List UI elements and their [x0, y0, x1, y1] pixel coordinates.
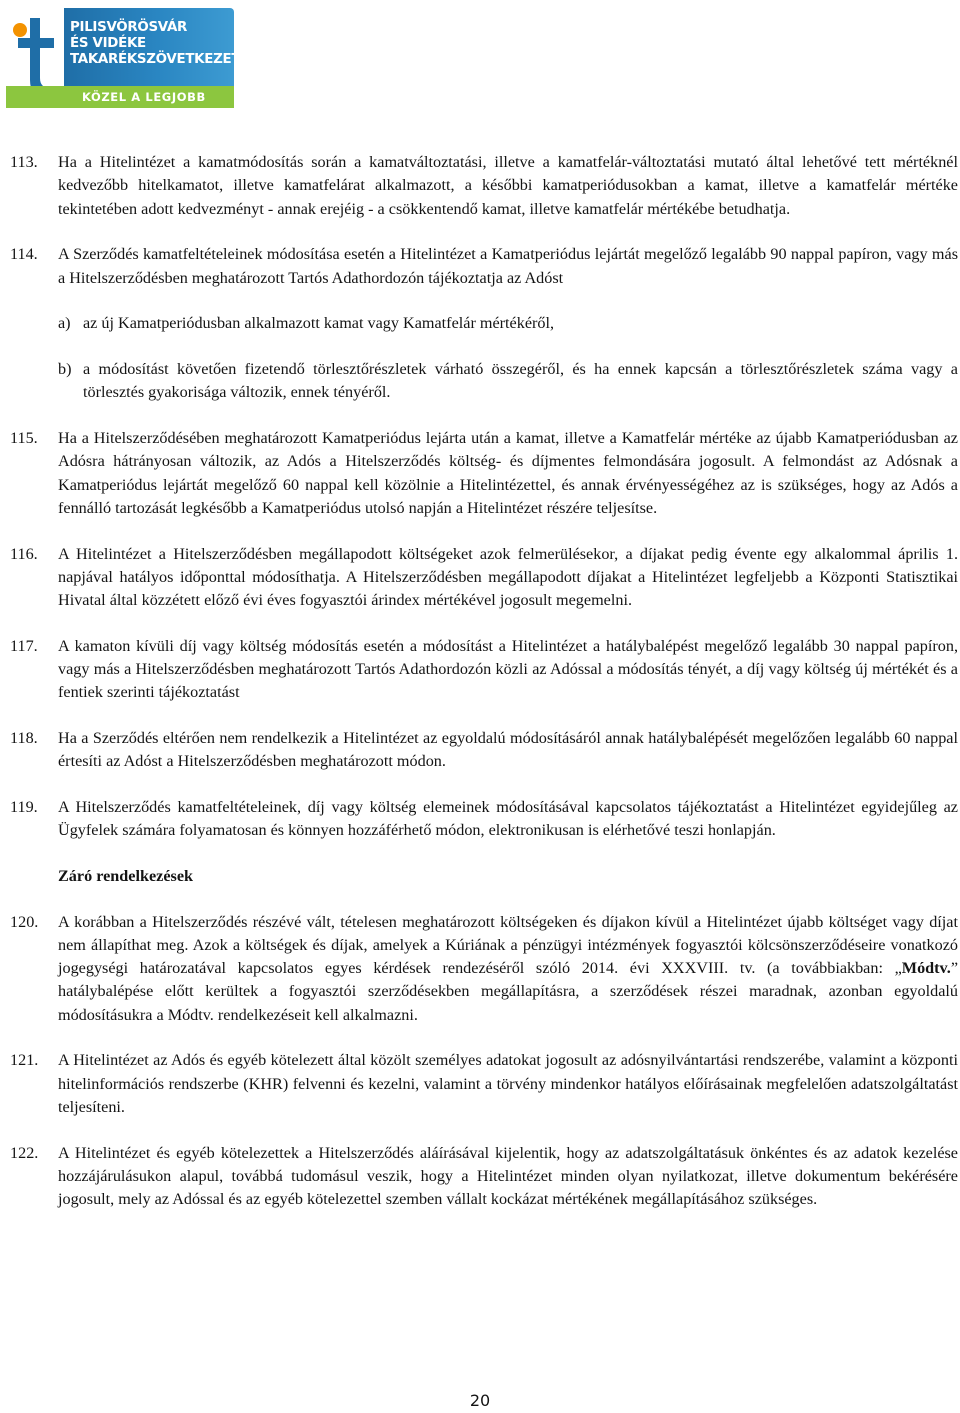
section-text: A Hitelintézet a Hitelszerződésben megállapodott költségeket azok felmerülésekor, a díjakat pedig évente egy alkalommal április 1. napjával hatályos időponttal módosíthatja. A Hitelszerződésben megállapodott díjakat a Hitelintézet legfeljebb a Központi Statisztikai Hivatal által közzétett előző évi éves fogyasztói árindex mértékével jogosult megemelni.	[58, 544, 958, 609]
section-text: Ha a Hitelszerződésében meghatározott Kamatperiódus lejárta után a kamat, illetve a Kamatfelár mértéke az újabb Kamatperiódusban az Adósra hátrányosan változik, az Adós a Hitelszerződés költség- és díjmentes felmondására jogosult. A felmondást az Adósnak a Kamatperiódus lejártát megelőző 60 nappal kell közölnie a Hitelintézettel, és annak érvényességéhez az is szükséges, hogy az Adós a fennálló tartozását legkésőbb a Kamatperiódus utolsó napján a Hitelintézet részére teljesítse.	[58, 429, 958, 517]
section-122	[10, 1142, 958, 1212]
section-text: Ha a Szerződés eltérően nem rendelkezik a Hitelintézet az egyoldalú módosításáról annak hatálybalépését megelőzően legalább 60 nappal értesíti az Adóst a Hitelszerződésben meghatározott módon.	[58, 729, 958, 771]
section-text-part: A korábban a Hitelszerződés részévé vált, tételesen meghatározott költségeken és díjakon kívül a Hitelintézet újabb költséget vagy díjat nem állapíthat meg. Azok a költségek és díjak, amelyek a Kúriának a pénzügyi intézmények fogyasztói kölcsönszerződéseire vonatkozó jogegységi határozatával kapcsolatos egyes kérdések rendezéséről szóló 2014. évi XXXVIII. tv. (a továbbiakban: „	[58, 912, 958, 978]
logo-t-mark-icon	[6, 8, 64, 108]
section-number: 118.	[10, 729, 38, 747]
section-text: A kamaton kívüli díj vagy költség módosítás esetén a módosítást a Hitelintézet a hatálybalépést megelőző legalább 30 nappal papíron, vagy más a Hitelszerződésben meghatározott Tartós Adathordozón közli az Adóssal a módosítás tényét, a díj vagy költség új mértékét és a fentiek szerinti tájékoztatást	[58, 636, 958, 702]
section-number: 114.	[10, 245, 38, 264]
section-120	[10, 911, 958, 1027]
section-113	[10, 151, 958, 221]
page-number: 20	[469, 1391, 491, 1410]
section-number: 113.	[10, 153, 38, 172]
logo-slogan: KÖZEL A LEGJOBB	[64, 86, 234, 108]
defined-term: Módtv.	[901, 959, 951, 978]
sub-item-text: a módosítást követően fizetendő törlesztőrészletek várható összegéről, és ha ennek kapcsán a törlesztőrészletek száma vagy a törlesztés gyakorisága változik, ennek tényéről.	[83, 360, 958, 402]
section-text: Ha a Hitelintézet a kamatmódosítás során a kamatváltoztatási, illetve a kamatfelár-változtatási mutató által lehetővé tett mértéknél kedvezőbb hitelkamatot, illetve kamatfelárat alkalmazott, a későbbi kamatperiódusokban a kamat, illetve a kamatfelár mértéke tekintetében adott kedvezményt - annak erejéig - a csökkentendő kamat, illetve kamatfelár mértékébe betudhatja.	[58, 153, 958, 218]
sub-item-list	[58, 312, 958, 404]
sub-item-marker: b)	[58, 360, 72, 379]
section-116	[10, 543, 958, 613]
section-text-part: ” hatálybalépése előtt kerültek a fogyasztói szerződésekben megállapításra, a szerződések részei maradnak, azonban egyoldalú módosításukra a Módtv. rendelkezéseit kell alkalmazni.	[58, 959, 958, 1024]
sub-item-b	[58, 358, 958, 404]
section-number: 116.	[10, 544, 38, 563]
institution-logo	[6, 8, 241, 108]
document-body	[10, 135, 958, 1234]
logo-banner	[64, 8, 241, 108]
section-121	[10, 1049, 958, 1119]
section-number: 119.	[10, 798, 38, 816]
section-number: 120.	[10, 912, 39, 931]
section-text: A Hitelintézet az Adós és egyéb kötelezett által közölt személyes adatokat jogosult az adósnyilvántartási rendszerébe, valamint a központi hitelinformációs rendszerbe (KHR) felvenni és kezelni, valamint a törvény mindenkor hatályos előírásainak megfelelően adatszolgáltatást teljesíteni.	[58, 1051, 958, 1116]
section-text: A Szerződés kamatfeltételeinek módosítása esetén a Hitelintézet a Kamatperiódus lejártát megelőző legalább 90 nappal papíron, vagy más a Hitelszerződésben meghatározott Tartós Adathordozón tájékoztatja az Adóst	[58, 245, 958, 287]
sub-item-a	[58, 312, 958, 335]
section-text: A Hitelintézet és egyéb kötelezettek a Hitelszerződés aláírásával kijelentik, hogy az adatszolgáltatásuk önkéntes és az adatok kezelése hozzájárulásukon alapul, továbbá tudomásul veszik, hogy a Hitelintézet minden olyan nyilatkozat, illetve dokumentum bekérésére jogosult, mely az Adóssal és az egyéb kötelezettel szemben vállalt kockázat mértékének megállapításához szükséges.	[58, 1143, 958, 1209]
section-number: 117.	[10, 636, 38, 655]
section-114	[10, 243, 958, 404]
section-heading: Záró rendelkezések	[58, 867, 194, 885]
section-text	[58, 911, 958, 1027]
logo-name-line: TAKARÉKSZÖVETKEZET	[70, 52, 241, 67]
logo-name	[70, 20, 241, 68]
logo-name-line: PILISVÖRÖSVÁR	[70, 20, 188, 35]
section-115	[10, 427, 958, 520]
section-118	[10, 727, 958, 773]
section-number: 122.	[10, 1143, 39, 1162]
logo-name-line: ÉS VIDÉKE	[70, 36, 146, 51]
section-119	[10, 796, 958, 842]
sub-item-marker: a)	[58, 314, 71, 333]
section-number: 115.	[10, 429, 38, 448]
section-117	[10, 635, 958, 705]
sub-item-text: az új Kamatperiódusban alkalmazott kamat vagy Kamatfelár mértékéről,	[83, 314, 555, 333]
section-number: 121.	[10, 1051, 39, 1070]
section-text: A Hitelszerződés kamatfeltételeinek, díj vagy költség elemeinek módosításával kapcsolatos tájékoztatást a Hitelintézet egyidejűleg az Ügyfelek számára folyamatosan és könnyen hozzáférhető módon, elektronikusan is elérhetővé teszi honlapján.	[58, 798, 958, 840]
